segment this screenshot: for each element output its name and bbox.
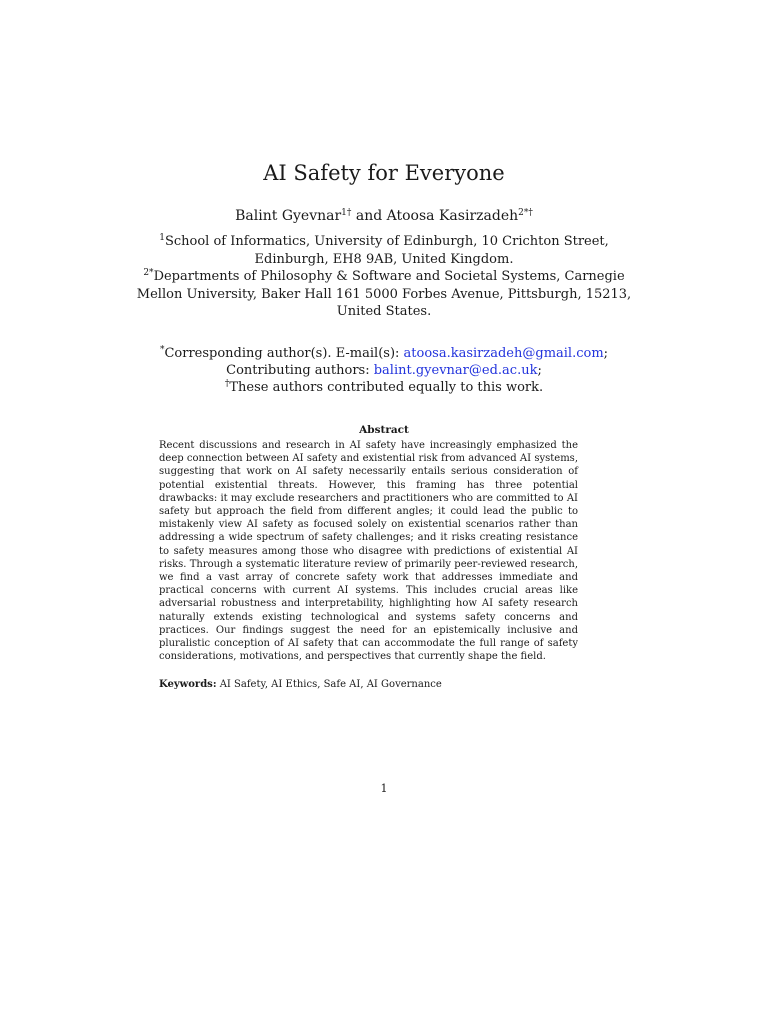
contributing-authors-line	[100, 362, 668, 379]
author-conjunction: and	[351, 208, 387, 224]
contributing-suffix: ;	[537, 363, 542, 378]
correspondence-block	[100, 345, 668, 396]
affiliation-text: Departments of Philosophy & Software and Societal Systems, Carnegie Mellon University, Baker Hall 161 5000 Forbes Avenue, Pittsburgh, 15213, United States.	[136, 269, 632, 319]
author-list	[0, 207, 768, 225]
author-name: Atoosa Kasirzadeh	[386, 208, 519, 224]
corresponding-prefix: Corresponding author(s). E-mail(s):	[164, 346, 404, 361]
keywords-label: Keywords:	[159, 679, 217, 690]
affiliation	[130, 233, 638, 268]
corresponding-marker: *	[159, 345, 165, 355]
contributing-prefix: Contributing authors:	[226, 363, 374, 378]
corresponding-suffix: ;	[603, 346, 609, 361]
author-marker: 2*†	[518, 208, 533, 218]
corresponding-email-link[interactable]: atoosa.kasirzadeh@gmail.com	[403, 346, 604, 361]
affiliation-marker: 2*	[143, 268, 154, 278]
equal-contribution-note	[100, 379, 668, 396]
affiliation	[130, 268, 638, 321]
corresponding-author-line	[100, 345, 668, 362]
author-marker: 1†	[341, 208, 352, 218]
keywords-line	[159, 678, 578, 691]
page-number: 1	[380, 782, 388, 795]
paper-title: AI Safety for Everyone	[263, 161, 505, 185]
author-name: Balint Gyevnar	[235, 208, 342, 224]
affiliation-text: School of Informatics, University of Edinburgh, 10 Crichton Street, Edinburgh, EH8 9AB, United Kingdom.	[164, 234, 609, 267]
keywords-text: AI Safety, AI Ethics, Safe AI, AI Governance	[216, 679, 442, 690]
equal-contribution-marker: †	[224, 379, 230, 389]
affiliation-marker: 1	[159, 233, 165, 243]
abstract-body: Recent discussions and research in AI safety have increasingly emphasized the deep connection between AI safety and existential risk from advanced AI systems, suggesting that work on AI safety necessarily entails serious consideration of potential existential threats. However, this framing has three potential drawbacks: it may exclude researchers and practitioners who are committed to AI safety but approach the field from different angles; it could lead the public to mistakenly view AI safety as focused solely on existential scenarios rather than addressing a wide spectrum of safety challenges; and it risks creating resistance to safety measures among those who disagree with predictions of existential AI risks. Through a systematic literature review of primarily peer-reviewed research, we find a vast array of concrete safety work that addresses immediate and practical concerns with current AI systems. This includes crucial areas like adversarial robustness and interpretability, highlighting how AI safety research naturally extends existing technological and systems safety concerns and practices. Our findings suggest the need for an epistemically inclusive and pluralistic conception of AI safety that can accommodate the full range of safety considerations, motivations, and perspectives that currently shape the field.	[159, 440, 578, 663]
affiliation-list	[130, 233, 638, 321]
abstract-heading: Abstract	[359, 424, 409, 436]
equal-contribution-text: These authors contributed equally to this work.	[229, 380, 544, 395]
contributing-email-link[interactable]: balint.gyevnar@ed.ac.uk	[373, 363, 538, 378]
